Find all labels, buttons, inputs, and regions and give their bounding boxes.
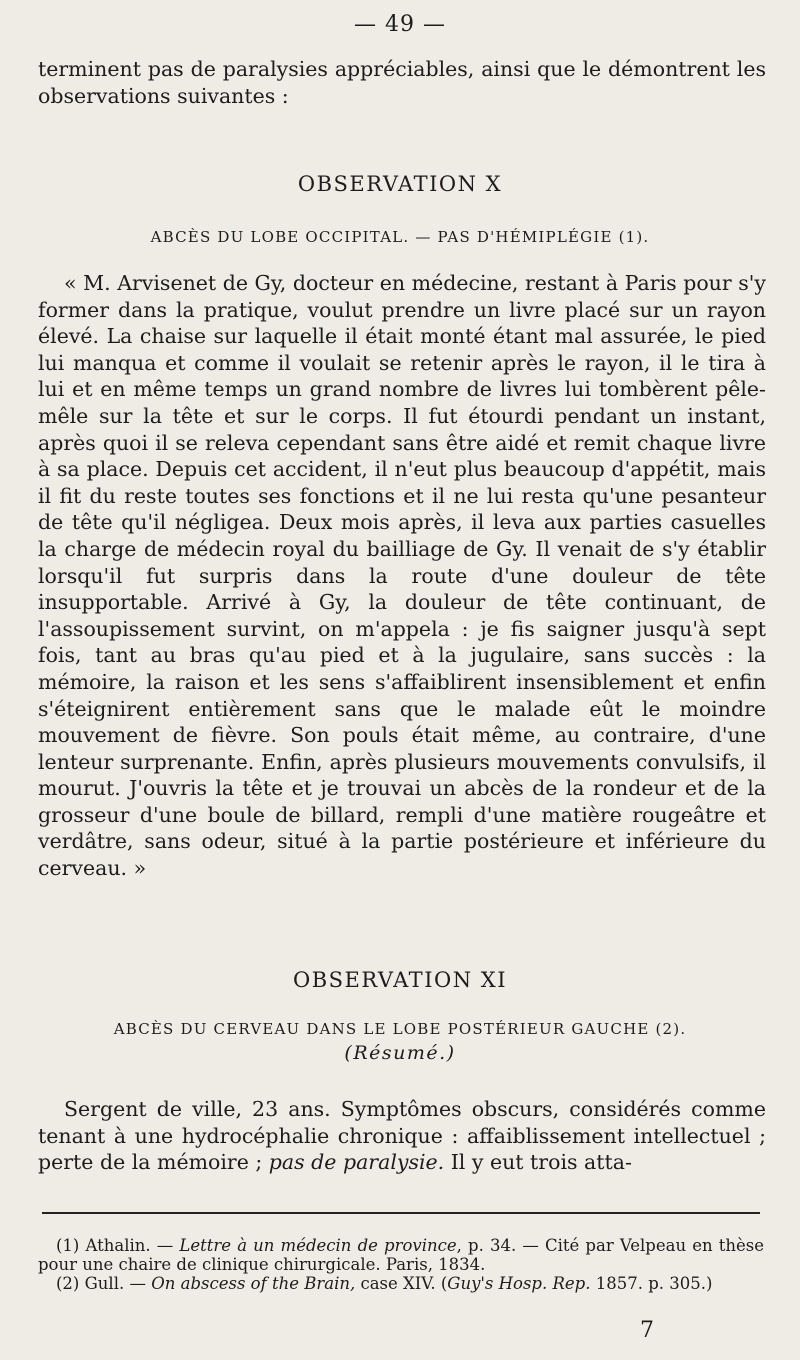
intro-text: terminent pas de paralysies appréciables, ainsi que le démontrent les observations suivantes : <box>38 57 766 108</box>
observation-xi-title: OBSERVATION XI <box>293 968 507 992</box>
footnote-rule <box>42 1212 760 1214</box>
observation-xi-text <box>38 1096 766 1176</box>
footnotes <box>38 1236 764 1293</box>
footnote-2-title: On abscess of the Brain, <box>151 1274 356 1293</box>
observation-xi-text-italic: pas de paralysie. <box>268 1150 445 1175</box>
footnote-2-year: 1857. p. 305.) <box>590 1274 713 1293</box>
footnote-2 <box>38 1274 764 1293</box>
footnote-2-author: (2) Gull. — <box>56 1274 152 1293</box>
observation-x-subtitle: ABCÈS DU LOBE OCCIPITAL. — PAS D'HÉMIPLÉGIE (1). <box>150 228 650 246</box>
signature-mark: 7 <box>640 1318 654 1343</box>
observation-xi-text-end: Il y eut trois atta- <box>444 1150 632 1175</box>
observation-xi-resume: (Résumé.) <box>344 1042 456 1064</box>
observation-xi-body <box>38 1096 766 1176</box>
footnote-1-author: (1) Athalin. — <box>56 1236 180 1255</box>
footnote-2-case: case XIV. ( <box>355 1274 448 1293</box>
observation-x-text: « M. Arvisenet de Gy, docteur en médecine, restant à Paris pour s'y former dans la pratique, voulut prendre un livre placé sur un rayon élevé. La chaise sur laquelle il était monté étant mal assurée, le pied lui manqua et comme il voulait se retenir après le rayon, il le tira à lui et en même temps un grand nombre de livres lui tombèrent pêle-mêle sur la tête et sur le corps. Il fut étourdi pendant un instant, après quoi il se releva cependant sans être aidé et remit chaque livre à sa place. Depuis cet accident, il n'eut plus beaucoup d'appétit, mais il fit du reste toutes ses fonctions et il ne lui resta qu'une pesanteur de tête qu'il négligea. Deux mois après, il leva aux parties casuelles la charge de médecin royal du bailliage de Gy. Il venait de s'y établir lorsqu'il fut surpris dans la route d'une douleur de tête insupportable. Arrivé à Gy, la douleur de tête continuant, de l'assoupissement survint, on m'appela : je fis saigner jusqu'à sept fois, tant au bras qu'au pied et à la jugulaire, sans succès : la mémoire, la raison et les sens s'affaiblirent insensiblement et enfin s'éteignirent entièrement sans que le malade eût le moindre mouvement de fièvre. Son pouls était même, au contraire, d'une lenteur surprenante. Enfin, après plusieurs mouvements convulsifs, il mourut. J'ouvris la tête et je trouvai un abcès de la rondeur et de la grosseur d'une boule de billard, rempli d'une matière rougeâtre et verdâtre, sans odeur, situé à la partie postérieure et inférieure du cerveau. » <box>38 271 766 881</box>
observation-xi-text-start: Sergent de ville, 23 ans. Symptômes obscurs, considérés comme tenant à une hydrocéphalie chronique : affaiblissement intellectuel ; perte de la mémoire ; <box>38 1097 766 1175</box>
page-number: — 49 — <box>354 12 446 37</box>
footnote-1-title: Lettre à un médecin de province <box>179 1236 457 1255</box>
observation-x-body <box>38 270 766 882</box>
observation-xi-subtitle: ABCÈS DU CERVEAU DANS LE LOBE POSTÉRIEUR GAUCHE (2). <box>113 1020 687 1038</box>
observation-x-title: OBSERVATION X <box>297 172 503 196</box>
footnote-1 <box>38 1236 764 1274</box>
intro-paragraph <box>38 56 766 109</box>
footnote-2-journal: Guy's Hosp. Rep. <box>447 1274 591 1293</box>
footnote-1-rest: , p. 34. — Cité par Velpeau en thèse pour une chaire de clinique chirurgicale. Paris, 1834. <box>38 1236 764 1274</box>
